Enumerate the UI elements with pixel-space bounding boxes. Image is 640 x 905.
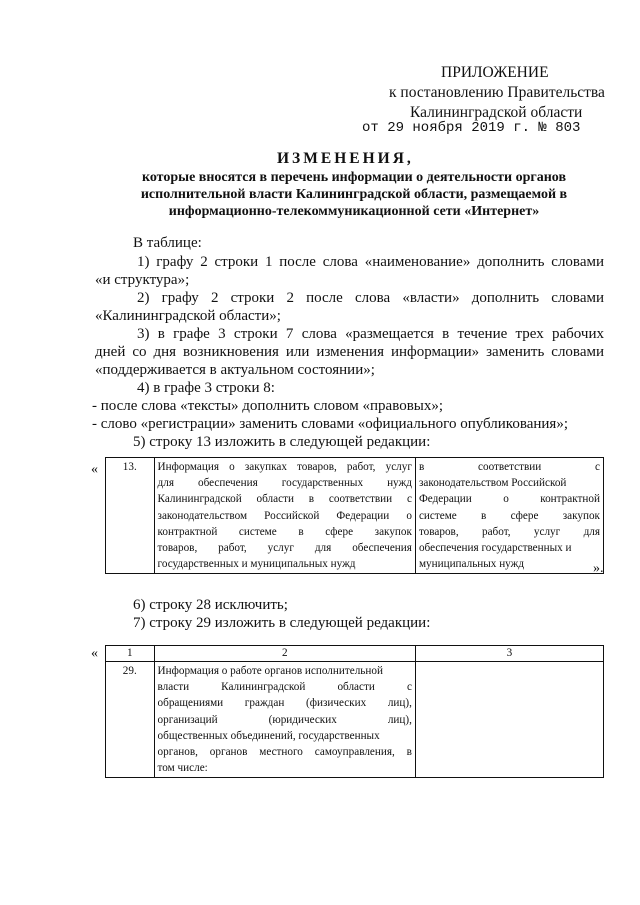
item-5-line: 5) строку 13 изложить в следующей редакции: xyxy=(133,434,431,450)
item-3-line-1: 3) в графе 3 строки 7 слова «размещается в течение трех рабочих xyxy=(137,326,604,342)
open-quote-29: « xyxy=(91,646,98,661)
header-line-1: к постановлению Правительства xyxy=(389,84,605,101)
row-number: 29. xyxy=(122,665,137,677)
cell-line: контрактной системе в сфере закупок xyxy=(157,525,412,538)
cell-line: государственных и муниципальных нужд xyxy=(157,558,356,571)
item-4-sub-b: - слово «регистрации» заменить словами «официального опубликования»; xyxy=(92,416,568,432)
row-number: 13. xyxy=(122,461,137,473)
cell-line: обращениями граждан (физических лиц), xyxy=(157,697,412,710)
item-4-sub-a: - после слова «тексты» дополнить словом «правовых»; xyxy=(92,398,444,414)
cell-line: муниципальных нужд xyxy=(418,558,525,571)
cell-line: общественных объединений, государственных xyxy=(157,729,380,742)
item-7-line: 7) строку 29 изложить в следующей редакции: xyxy=(133,615,431,631)
placement-cell xyxy=(415,662,603,778)
header-cell-3: 3 xyxy=(415,646,603,662)
cell-line: Информация о закупках товаров, работ, услуг xyxy=(157,461,412,473)
table-row xyxy=(106,662,604,778)
date-line: от 29 ноября 2019 г. № 803 xyxy=(362,120,581,136)
subtitle-line-3: информационно-телекоммуникационной сети «Интернет» xyxy=(168,204,540,219)
cell-line: законодательством Российской xyxy=(418,477,567,490)
header-line-2: Калининградской области xyxy=(410,104,583,121)
cell-line: обеспечения государственных и xyxy=(418,542,572,555)
item-3-line-2: дней со дня возникновения или изменения информации» заменить словами xyxy=(95,344,604,360)
item-4-line: 4) в графе 3 строки 8: xyxy=(137,380,275,396)
cell-line: для обеспечения государственных нужд xyxy=(157,477,412,490)
document-title: ИЗМЕНЕНИЯ, xyxy=(277,150,414,167)
cell-line: органов, органов местного самоуправления, в xyxy=(157,746,412,759)
cell-line: в соответствии с xyxy=(418,461,600,473)
cell-line: том числе: xyxy=(157,762,208,775)
cell-line: Калининградской области в соответствии с xyxy=(157,493,412,506)
open-quote-13: « xyxy=(91,462,98,477)
cell-line: товаров, работ, услуг для xyxy=(418,525,600,538)
subtitle-line-2: исполнительной власти Калининградской области, размещаемой в xyxy=(140,187,568,202)
intro-text: В таблице: xyxy=(133,235,202,251)
item-1-line-2: «и структура»; xyxy=(95,272,190,288)
table-header-row xyxy=(106,646,604,662)
item-1-line-1: 1) графу 2 строки 1 после слова «наименование» дополнить словами xyxy=(137,254,604,270)
cell-line: товаров, работ, услуг для обеспечения xyxy=(157,542,412,555)
item-2-line-2: «Калининградской области»; xyxy=(95,308,281,324)
cell-line: системе в сфере закупок xyxy=(418,509,600,522)
cell-line: законодательством Российской Федерации о xyxy=(157,509,412,522)
close-quote-13: ». xyxy=(593,561,604,576)
row-number-cell xyxy=(106,458,155,574)
row-number-cell xyxy=(106,662,155,778)
item-6-line: 6) строку 28 исключить; xyxy=(133,597,288,613)
table-row xyxy=(106,458,604,574)
header-cell-2: 2 xyxy=(154,646,415,662)
item-2-line-1: 2) графу 2 строки 2 после слова «власти» дополнить словами xyxy=(137,290,604,306)
subtitle-line-1: которые вносятся в перечень информации о деятельности органов xyxy=(141,170,567,185)
table-row-29 xyxy=(105,645,604,778)
header-cell-1: 1 xyxy=(106,646,155,662)
appendix-label: ПРИЛОЖЕНИЕ xyxy=(441,64,549,81)
item-3-line-3: «поддерживается в актуальном состоянии»; xyxy=(95,362,375,378)
placement-cell xyxy=(415,458,603,574)
table-row-13 xyxy=(105,457,604,574)
description-cell xyxy=(154,662,415,778)
cell-line: Федерации о контрактной xyxy=(418,493,600,506)
cell-line: организаций (юридических лиц), xyxy=(157,713,412,726)
cell-line: власти Калининградской области с xyxy=(157,681,412,694)
cell-line: Информация о работе органов исполнительной xyxy=(157,665,383,677)
description-cell xyxy=(154,458,415,574)
